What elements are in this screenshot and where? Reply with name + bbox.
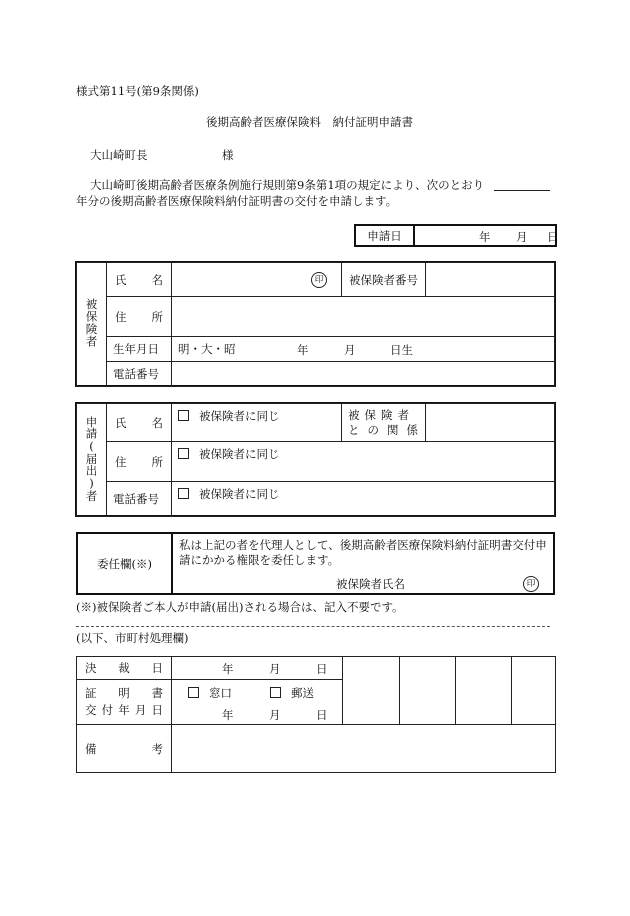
insured-birth-label: 生年月日 (107, 337, 172, 362)
issue-month: 月 (269, 708, 281, 722)
insured-name-field[interactable] (172, 263, 342, 297)
insured-phone-field[interactable] (172, 362, 555, 387)
approval-cell-1[interactable] (343, 657, 400, 725)
applicant-group-label: 申請(届出)者 (77, 404, 107, 517)
insured-number-label: 被保険者番号 (342, 263, 426, 297)
issue-date-label: 証 明 書 交 付 年 月 日 (77, 680, 172, 725)
applicant-address-field[interactable] (172, 442, 555, 482)
note: (※)被保険者ご本人が申請(届出)される場合は、記入不要です。 (76, 600, 404, 614)
remarks-field[interactable] (172, 725, 556, 773)
delegation-text-1: 私は上記の者を代理人として、後期高齢者医療保険料納付証明書交付申 (179, 538, 547, 552)
birth-day-label: 日生 (390, 343, 413, 357)
applicant-address-label: 住 所 (107, 442, 172, 482)
approval-cell-4[interactable] (512, 657, 556, 725)
application-month: 月 (516, 229, 528, 244)
birth-year-label: 年 (297, 343, 309, 357)
issue-date-field[interactable] (172, 680, 343, 725)
mail-checkbox[interactable] (270, 687, 281, 698)
decision-year: 年 (222, 662, 234, 676)
decision-date-label: 決 裁 日 (77, 657, 172, 680)
same-as-insured-address-checkbox[interactable] (178, 448, 189, 459)
intro-line-2: 年分の後期高齢者医療保険料納付証明書の交付を申請します。 (76, 194, 398, 208)
applicant-phone-field[interactable] (172, 482, 555, 517)
cut-line (76, 626, 550, 627)
insured-address-field[interactable] (172, 297, 555, 337)
applicant-name-label: 氏 名 (107, 404, 172, 442)
intro-line-1: 大山崎町後期高齢者医療条例施行規則第9条第1項の規定により、次のとおり (90, 178, 485, 192)
applicant-table (76, 403, 555, 517)
office-section-label: (以下、市町村処理欄) (76, 631, 189, 645)
decision-date-field[interactable] (172, 657, 343, 680)
delegation-seal-icon: 印 (523, 576, 539, 592)
delegation-text-2: 請にかかる権限を委任します。 (179, 553, 340, 567)
remarks-label: 備 考 (77, 725, 172, 773)
approval-cell-3[interactable] (456, 657, 512, 725)
delegation-signature-label: 被保険者氏名 (336, 577, 405, 591)
delegation-field[interactable] (172, 533, 554, 594)
decision-day: 日 (316, 662, 328, 676)
insured-group-label: 被保険者 (77, 263, 107, 387)
era-options: 明・大・昭 (178, 342, 236, 356)
window-label: 窓口 (209, 686, 232, 700)
application-day: 日 (547, 229, 559, 244)
insured-table (76, 262, 555, 387)
page-title: 後期高齢者医療保険料 納付証明申請書 (206, 115, 413, 129)
addressee-honorific: 様 (222, 148, 234, 162)
relation-field[interactable] (426, 404, 555, 442)
issue-day: 日 (316, 708, 328, 722)
year-blank-field[interactable] (494, 190, 550, 191)
delegation-table (76, 532, 555, 595)
application-year: 年 (479, 229, 491, 244)
insured-birth-field[interactable] (172, 337, 555, 362)
form-number: 様式第11号(第9条関係) (76, 84, 199, 98)
insured-seal-icon: 印 (311, 272, 327, 288)
office-table (76, 656, 556, 773)
application-date-field[interactable] (414, 225, 559, 246)
insured-address-label: 住 所 (107, 297, 172, 337)
same-as-insured-address-label: 被保険者に同じ (199, 447, 280, 461)
insured-name-label: 氏 名 (107, 263, 172, 297)
addressee: 大山崎町長 (90, 148, 148, 162)
applicant-name-field[interactable] (172, 404, 342, 442)
applicant-phone-label: 電話番号 (107, 482, 172, 517)
insured-number-field[interactable] (426, 263, 555, 297)
insured-phone-label: 電話番号 (107, 362, 172, 387)
same-as-insured-checkbox[interactable] (178, 410, 189, 421)
window-checkbox[interactable] (188, 687, 199, 698)
decision-month: 月 (269, 662, 281, 676)
application-date-box (354, 224, 557, 247)
issue-year: 年 (222, 708, 234, 722)
approval-cell-2[interactable] (400, 657, 456, 725)
delegation-label: 委任欄(※) (77, 533, 172, 594)
mail-label: 郵送 (291, 686, 314, 700)
same-as-insured-label: 被保険者に同じ (199, 409, 280, 423)
application-date-label: 申請日 (355, 225, 414, 246)
same-as-insured-phone-label: 被保険者に同じ (199, 487, 280, 501)
relation-label: 被保険者 との関係 (342, 404, 426, 442)
same-as-insured-phone-checkbox[interactable] (178, 488, 189, 499)
birth-month-label: 月 (344, 343, 356, 357)
